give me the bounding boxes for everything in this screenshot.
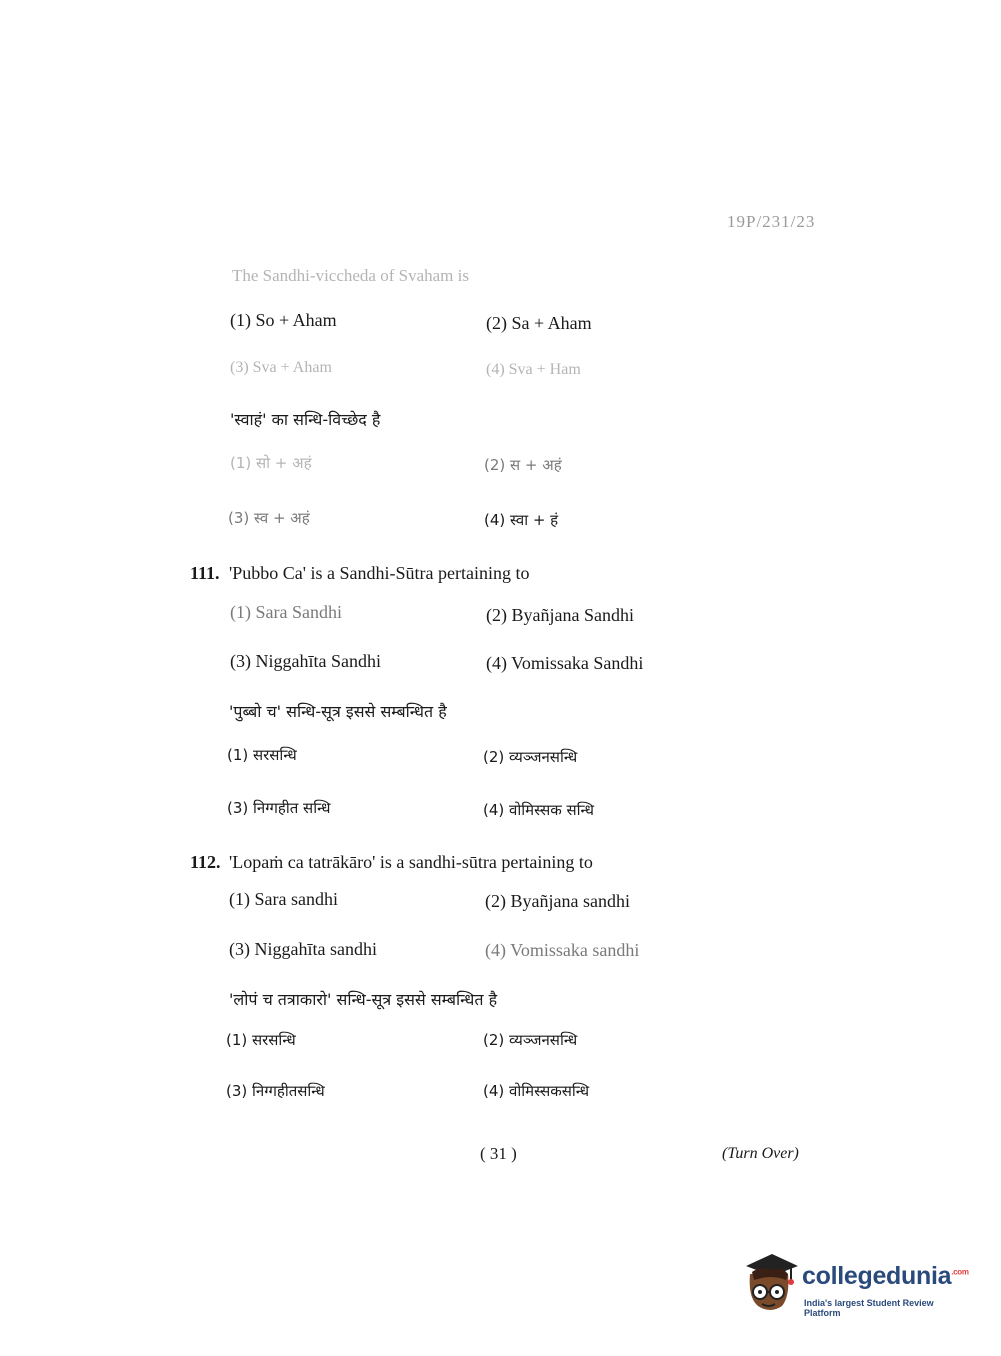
q111-option-1: (1) Sara Sandhi <box>230 602 342 622</box>
q111-question-hindi: 'पुब्बो च' सन्धि-सूत्र इससे सम्बन्धित है <box>229 702 447 721</box>
q111-option-3-hindi: (3) निग्गहीत सन्धि <box>227 799 331 817</box>
q111-option-4-hindi: (4) वोमिस्सक सन्धि <box>483 801 594 819</box>
q111-option-2: (2) Byañjana Sandhi <box>486 605 634 625</box>
q112-option-2: (2) Byañjana sandhi <box>485 891 630 911</box>
q110-question: The Sandhi-viccheda of Svaham is <box>232 266 469 285</box>
logo-tagline: India's largest Student Review Platform <box>804 1298 934 1318</box>
q111-option-4: (4) Vomissaka Sandhi <box>486 653 644 673</box>
collegedunia-logo <box>742 1250 972 1320</box>
q110-option-3: (3) Sva + Aham <box>230 359 332 376</box>
q110-option-1: (1) So + Aham <box>230 310 337 330</box>
logo-suffix: .com <box>951 1267 969 1277</box>
q110-option-2-hindi: (2) स + अहं <box>484 456 562 474</box>
q112-option-3: (3) Niggahīta sandhi <box>229 939 377 959</box>
q111-question: 'Pubbo Ca' is a Sandhi-Sūtra pertaining to <box>229 563 530 583</box>
q111-option-3: (3) Niggahīta Sandhi <box>230 651 381 671</box>
q110-option-1-hindi: (1) सो + अहं <box>230 454 312 472</box>
q110-option-2: (2) Sa + Aham <box>486 313 592 333</box>
q110-option-3-hindi: (3) स्व + अहं <box>228 509 310 527</box>
q112-option-1: (1) Sara sandhi <box>229 889 338 909</box>
q111-option-1-hindi: (1) सरसन्धि <box>227 746 297 764</box>
page-number: ( 31 ) <box>480 1144 517 1163</box>
q110-option-4: (4) Sva + Ham <box>486 361 581 378</box>
turn-over-note: (Turn Over) <box>722 1145 799 1162</box>
mascot-icon <box>742 1252 800 1314</box>
q112-question-hindi: 'लोपं च तत्राकारो' सन्धि-सूत्र इससे सम्बन्धित है <box>229 990 498 1009</box>
q111-number: 111. <box>190 563 220 583</box>
logo-wordmark <box>802 1262 969 1291</box>
q112-option-3-hindi: (3) निग्गहीतसन्धि <box>226 1082 325 1100</box>
q112-option-1-hindi: (1) सरसन्धि <box>226 1031 296 1049</box>
q112-option-4-hindi: (4) वोमिस्सकसन्धि <box>483 1082 590 1100</box>
q110-option-4-hindi: (4) स्वा + हं <box>484 511 559 529</box>
paper-code: 19P/231/23 <box>727 212 816 231</box>
q112-number: 112. <box>190 852 221 872</box>
q112-question: 'Lopaṁ ca tatrākāro' is a sandhi-sūtra pertaining to <box>229 852 593 872</box>
logo-name: collegedunia <box>802 1262 952 1290</box>
q112-option-2-hindi: (2) व्यञ्जनसन्धि <box>483 1031 578 1049</box>
q112-option-4: (4) Vomissaka sandhi <box>485 940 640 960</box>
q110-question-hindi: 'स्वाहं' का सन्धि-विच्छेद है <box>230 410 381 429</box>
q111-option-2-hindi: (2) व्यञ्जनसन्धि <box>483 748 578 766</box>
